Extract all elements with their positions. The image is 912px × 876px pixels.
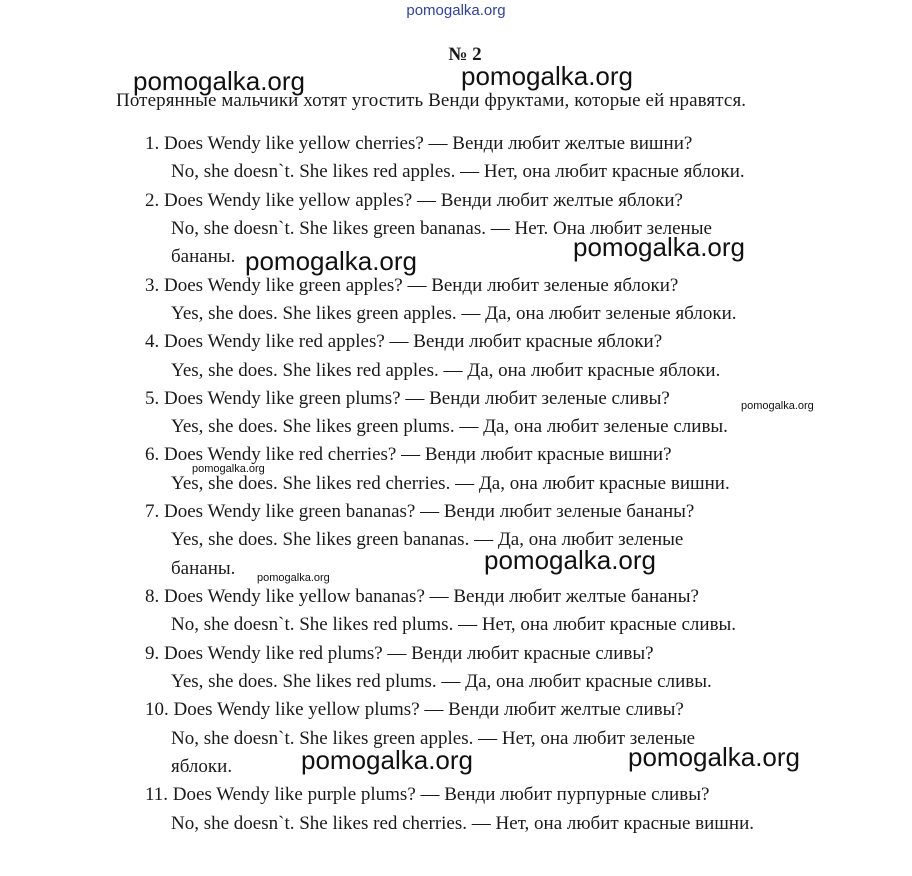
exercise-intro: Потерянные мальчики хотят угостить Венди фруктами, которые ей нравятся. (116, 90, 747, 111)
watermark: pomogalka.org (245, 246, 417, 276)
item-9-question: 9. Does Wendy like red plums? — Венди любит красные сливы? (145, 643, 654, 664)
item-11-question: 11. Does Wendy like purple plums? — Венди любит пурпурные сливы? (145, 784, 710, 805)
watermark: pomogalka.org (133, 66, 305, 96)
item-3-question: 3. Does Wendy like green apples? — Венди любит зеленые яблоки? (145, 275, 679, 296)
item-2-answer-cont: бананы. (171, 246, 236, 267)
item-11-answer: No, she doesn`t. She likes red cherries. — Нет, она любит красные вишни. (171, 813, 755, 834)
site-header-link[interactable]: pomogalka.org (406, 2, 506, 19)
item-2-answer: No, she doesn`t. She likes green bananas. — Нет. Она любит зеленые (171, 218, 712, 239)
item-10-question: 10. Does Wendy like yellow plums? — Венди любит желтые сливы? (145, 699, 684, 720)
item-6-question: 6. Does Wendy like red cherries? — Венди любит красные вишни? (145, 444, 672, 465)
exercise-number: № 2 (448, 44, 482, 65)
watermark: pomogalka.org (573, 232, 745, 262)
item-7-answer: Yes, she does. She likes green bananas. — Да, она любит зеленые (171, 529, 684, 550)
item-6-answer: Yes, she does. She likes red cherries. — Да, она любит красные вишни. (171, 473, 730, 494)
item-10-answer: No, she doesn`t. She likes green apples. — Нет, она любит зеленые (171, 728, 696, 749)
watermark: pomogalka.org (484, 545, 656, 575)
item-2-question: 2. Does Wendy like yellow apples? — Венди любит желтые яблоки? (145, 190, 683, 211)
watermark: pomogalka.org (257, 572, 330, 584)
watermark: pomogalka.org (461, 61, 633, 91)
watermark: pomogalka.org (741, 400, 814, 412)
item-4-question: 4. Does Wendy like red apples? — Венди любит красные яблоки? (145, 331, 663, 352)
item-3-answer: Yes, she does. She likes green apples. — Да, она любит зеленые яблоки. (171, 303, 737, 324)
watermark: pomogalka.org (192, 463, 265, 475)
watermark: pomogalka.org (301, 745, 473, 775)
item-5-question: 5. Does Wendy like green plums? — Венди любит зеленые сливы? (145, 388, 670, 409)
watermark: pomogalka.org (628, 742, 800, 772)
item-1-answer: No, she doesn`t. She likes red apples. — Нет, она любит красные яблоки. (171, 161, 745, 182)
item-8-question: 8. Does Wendy like yellow bananas? — Венди любит желтые бананы? (145, 586, 699, 607)
item-8-answer: No, she doesn`t. She likes red plums. — Нет, она любит красные сливы. (171, 614, 737, 635)
item-7-question: 7. Does Wendy like green bananas? — Венди любит зеленые бананы? (145, 501, 695, 522)
item-1-question: 1. Does Wendy like yellow cherries? — Венди любит желтые вишни? (145, 133, 693, 154)
item-9-answer: Yes, she does. She likes red plums. — Да, она любит красные сливы. (171, 671, 712, 692)
item-4-answer: Yes, she does. She likes red apples. — Да, она любит красные яблоки. (171, 360, 721, 381)
item-5-answer: Yes, she does. She likes green plums. — Да, она любит зеленые сливы. (171, 416, 728, 437)
item-7-answer-cont: бананы. (171, 558, 236, 579)
item-10-answer-cont: яблоки. (171, 756, 233, 777)
